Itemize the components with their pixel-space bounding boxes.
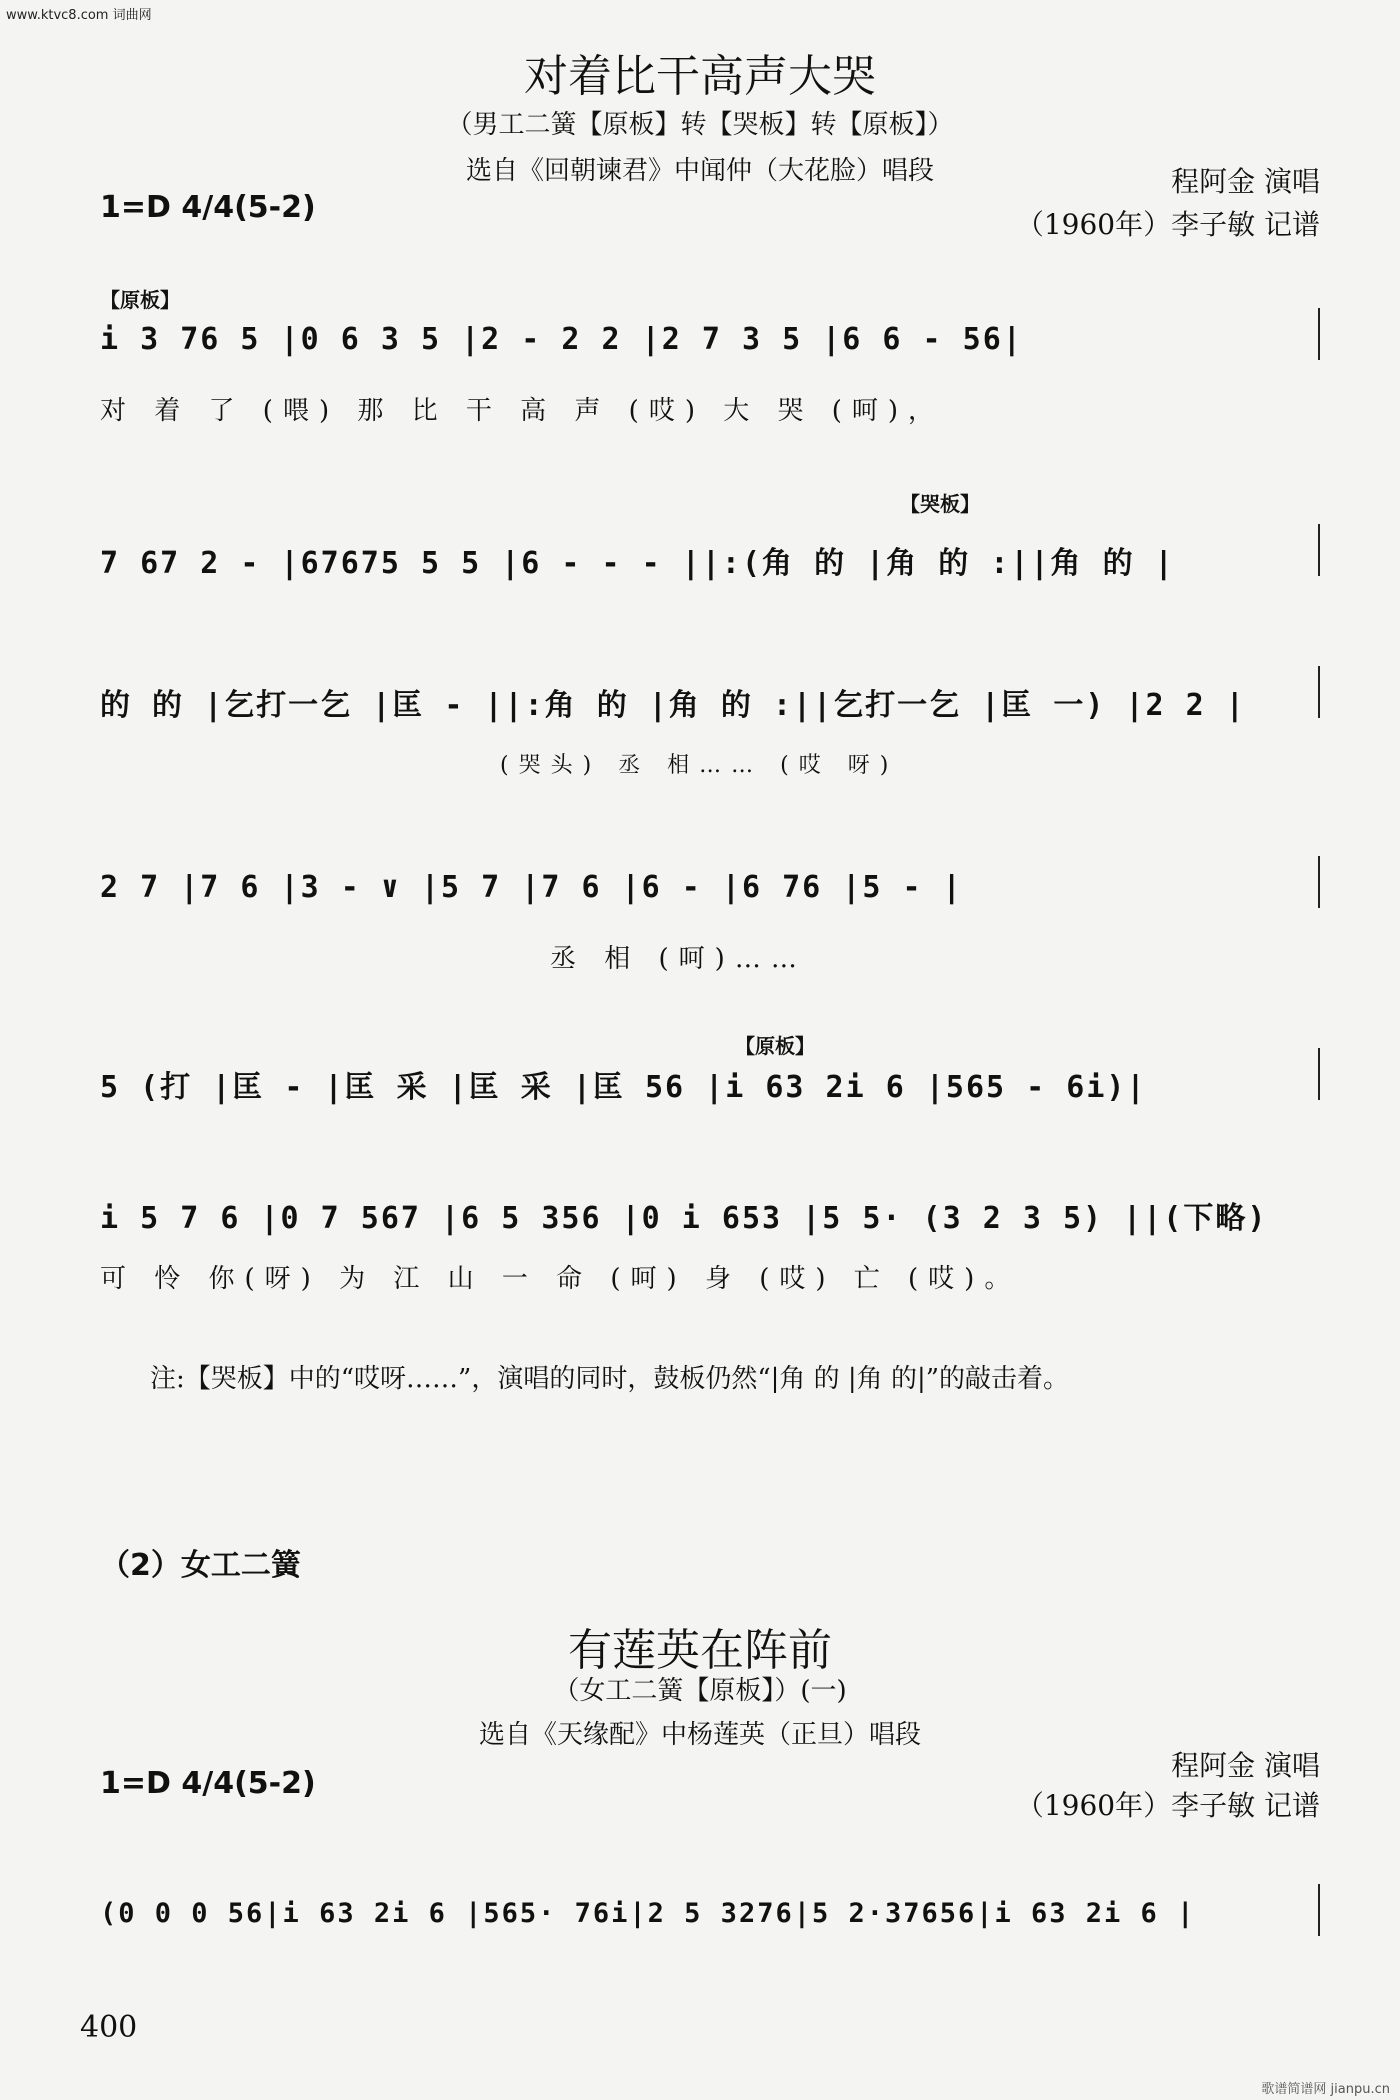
section-tag: 【哭板】 — [900, 492, 980, 516]
site-url: www.ktvc8.com 词曲网 — [6, 8, 152, 23]
song1-transcriber: （1960年）李子敏 记谱 — [1015, 208, 1320, 241]
watermark: 歌谱简谱网 jianpu.cn — [1261, 2082, 1390, 2097]
barline — [1318, 1884, 1320, 1936]
barline — [1318, 524, 1320, 576]
notation-line: 5 (打 |匡 - |匡 采 |匡 采 |匡 56 |i 63 2i 6 |565 - 6i)| — [100, 1070, 1147, 1105]
performance-note: 注:【哭板】中的“哎呀……”，演唱的同时，鼓板仍然“|角 的 |角 的|”的敲击着。 — [150, 1364, 1070, 1394]
notation-line: i 5 7 6 |0 7 567 |6 5 356 |0 i 653 |5 5· (3 2 3 5) ||(下略) — [100, 1201, 1268, 1236]
lyrics-line: 可 怜 你(呀) 为 江 山 一 命 (呵) 身 (哎) 亡 (哎)。 — [100, 1264, 1021, 1294]
song2-transcriber: （1960年）李子敏 记谱 — [1015, 1789, 1320, 1822]
section-tag: 【原板】 — [735, 1034, 815, 1058]
song2-title: 有莲英在阵前 — [568, 1625, 832, 1676]
song2-key: 1=D 4/4(5-2) — [100, 1766, 316, 1801]
song1-subtitle: （男工二簧【原板】转【哭板】转【原板】） — [446, 110, 954, 140]
section-heading: （2）女工二簧 — [100, 1548, 301, 1583]
barline — [1318, 1048, 1320, 1100]
notation-line: 7 67 2 - |67675 5 5 |6 - - - ||:(角 的 |角 的 :||角 的 | — [100, 546, 1175, 581]
song2-source: 选自《天缘配》中杨莲英（正旦）唱段 — [478, 1720, 921, 1750]
song1-key: 1=D 4/4(5-2) — [100, 190, 316, 225]
song1-performer: 程阿金 演唱 — [1171, 165, 1320, 198]
page-number: 400 — [80, 2010, 138, 2045]
song2-subtitle: （女工二簧【原板】）(一) — [553, 1676, 847, 1706]
section-tag: 【原板】 — [100, 288, 180, 312]
notation-line: i 3 76 5 |0 6 3 5 |2 - 2 2 |2 7 3 5 |6 6 - 56| — [100, 322, 1023, 357]
notation-line: (0 0 0 56|i 63 2i 6 |565· 76i|2 5 3276|5 2·37656|i 63 2i 6 | — [100, 1898, 1196, 1929]
barline — [1318, 308, 1320, 360]
barline — [1318, 666, 1320, 718]
lyrics-line: 对 着 了 (喂) 那 比 干 高 声 (哎) 大 哭 (呵)， — [100, 396, 945, 426]
notation-line: 2 7 |7 6 |3 - ∨ |5 7 |7 6 |6 - |6 76 |5 - | — [100, 870, 963, 905]
song1-title: 对着比干高声大哭 — [524, 51, 876, 102]
song2-performer: 程阿金 演唱 — [1171, 1749, 1320, 1782]
barline — [1318, 856, 1320, 908]
notation-line: 的 的 |乞打一乞 |匡 - ||:角 的 |角 的 :||乞打一乞 |匡 一) |2 2 | — [100, 688, 1246, 723]
lyrics-line: 丞 相 (呵)…… — [550, 944, 807, 974]
lyrics-line: (哭头) 丞 相…… (哎 呀) — [500, 753, 899, 778]
song1-source: 选自《回朝谏君》中闻仲（大花脸）唱段 — [465, 156, 934, 186]
